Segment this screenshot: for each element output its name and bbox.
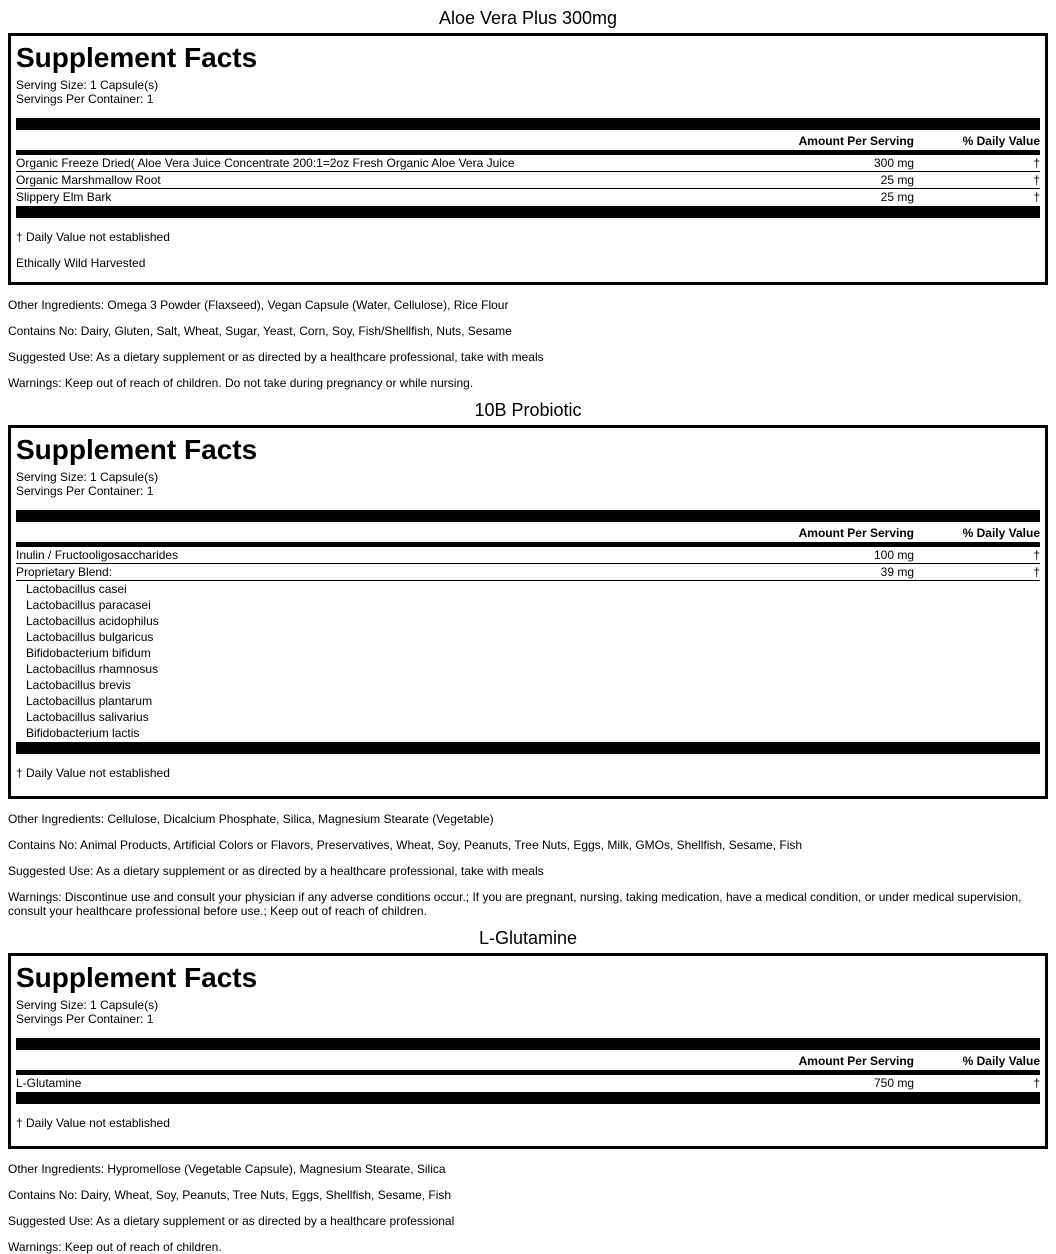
extra-note: Ethically Wild Harvested [16,256,146,270]
ingredient-dv: † [1033,565,1040,579]
servings-per-container: Servings Per Container: 1 [16,484,154,498]
other-ingredients: Other Ingredients: Omega 3 Powder (Flaxseed), Vegan Capsule (Water, Cellulose), Rice Flour [8,298,509,312]
ingredient-name: Proprietary Blend: [16,565,113,579]
divider-bar [16,742,1040,754]
blend-ingredient: Bifidobacterium lactis [26,726,140,740]
serving-size: Serving Size: 1 Capsule(s) [16,470,159,484]
suggested-use: Suggested Use: As a dietary supplement or as directed by a healthcare professional [8,1214,455,1228]
blend-ingredient: Lactobacillus salivarius [26,710,149,724]
blend-ingredient: Lactobacillus paracasei [26,598,151,612]
warnings: Warnings: Keep out of reach of children. [8,1240,222,1254]
blend-ingredient: Lactobacillus plantarum [26,694,153,708]
serving-size: Serving Size: 1 Capsule(s) [16,78,159,92]
ingredient-dv: † [1033,548,1040,562]
supplement-facts-panel [8,33,1048,285]
warnings: Warnings: Keep out of reach of children. Do not take during pregnancy or while nursing. [8,376,474,390]
warnings [8,890,1048,918]
ingredient-amount: 300 mg [873,156,914,170]
facts-heading: Supplement Facts [16,434,258,465]
product-title: L-Glutamine [478,928,578,948]
ingredient-name: Organic Freeze Dried( Aloe Vera Juice Concentrate 200:1=2oz Fresh Organic Aloe Vera Juice [16,156,515,170]
ingredient-row [16,189,1040,205]
blend-ingredient: Lactobacillus casei [26,582,127,596]
ingredient-dv: † [1033,173,1040,187]
blend-ingredient: Lactobacillus rhamnosus [26,662,159,676]
ingredient-row [16,172,1040,189]
suggested-use: Suggested Use: As a dietary supplement or as directed by a healthcare professional, take with meals [8,350,544,364]
product-title: Aloe Vera Plus 300mg [438,8,618,28]
divider-bar [16,510,1040,522]
divider-bar [16,1038,1040,1050]
footnote: † Daily Value not established [16,1116,170,1130]
amount-header: Amount Per Serving [798,1054,914,1068]
other-ingredients: Other Ingredients: Cellulose, Dicalcium Phosphate, Silica, Magnesium Stearate (Vegetable) [8,812,494,826]
column-header [16,133,1040,150]
ingredient-name: Organic Marshmallow Root [16,173,161,187]
ingredient-name: Inulin / Fructooligosaccharides [16,548,179,562]
daily-value-header: % Daily Value [962,134,1040,148]
servings-per-container: Servings Per Container: 1 [16,1012,154,1026]
ingredient-row [16,1075,1040,1091]
ingredient-amount: 750 mg [873,1076,914,1090]
ingredient-amount: 25 mg [880,173,914,187]
servings-per-container: Servings Per Container: 1 [16,92,154,106]
amount-header: Amount Per Serving [798,134,914,148]
suggested-use: Suggested Use: As a dietary supplement or as directed by a healthcare professional, take with meals [8,864,544,878]
facts-heading: Supplement Facts [16,962,258,993]
divider-bar [16,118,1040,130]
blend-ingredient: Bifidobacterium bifidum [26,646,151,660]
ingredient-name: Slippery Elm Bark [16,190,112,204]
ingredient-dv: † [1033,190,1040,204]
product-title: 10B Probiotic [474,400,582,420]
facts-heading: Supplement Facts [16,42,258,73]
supplement-facts-panel [8,425,1048,799]
footnote: † Daily Value not established [16,230,170,244]
divider-bar [16,206,1040,218]
contains-no: Contains No: Animal Products, Artificial Colors or Flavors, Preservatives, Wheat, Soy, Peanuts, Tree Nuts, Eggs, Milk, GMOs, Shellfish, Sesame, Fish [8,838,803,852]
supplement-facts-panel [8,953,1048,1149]
ingredient-row [16,564,1040,581]
ingredient-amount: 25 mg [880,190,914,204]
blend-ingredient: Lactobacillus bulgaricus [26,630,154,644]
other-ingredients: Other Ingredients: Hypromellose (Vegetable Capsule), Magnesium Stearate, Silica [8,1162,446,1176]
ingredient-dv: † [1033,1076,1040,1090]
contains-no: Contains No: Dairy, Wheat, Soy, Peanuts, Tree Nuts, Eggs, Shellfish, Sesame, Fish [8,1188,452,1202]
column-header [16,1053,1040,1070]
column-header [16,525,1040,542]
blend-ingredient: Lactobacillus acidophilus [26,614,159,628]
blend-ingredient: Lactobacillus brevis [26,678,131,692]
ingredient-amount: 39 mg [880,565,914,579]
ingredient-name: L-Glutamine [16,1076,82,1090]
warnings-line: consult your healthcare professional before use.; Keep out of reach of children. [8,904,427,918]
ingredient-row [16,155,1040,172]
ingredient-row [16,547,1040,564]
warnings-line: Warnings: Discontinue use and consult your physician if any adverse conditions occur.; If you are pregnant, nursing, taking medication, have a medical condition, or under medical supervision, [8,890,1022,904]
footnote: † Daily Value not established [16,766,170,780]
serving-size: Serving Size: 1 Capsule(s) [16,998,159,1012]
amount-header: Amount Per Serving [798,526,914,540]
daily-value-header: % Daily Value [962,1054,1040,1068]
ingredient-amount: 100 mg [873,548,914,562]
divider-bar [16,1092,1040,1104]
daily-value-header: % Daily Value [962,526,1040,540]
contains-no: Contains No: Dairy, Gluten, Salt, Wheat, Sugar, Yeast, Corn, Soy, Fish/Shellfish, Nuts, Sesame [8,324,512,338]
ingredient-dv: † [1033,156,1040,170]
